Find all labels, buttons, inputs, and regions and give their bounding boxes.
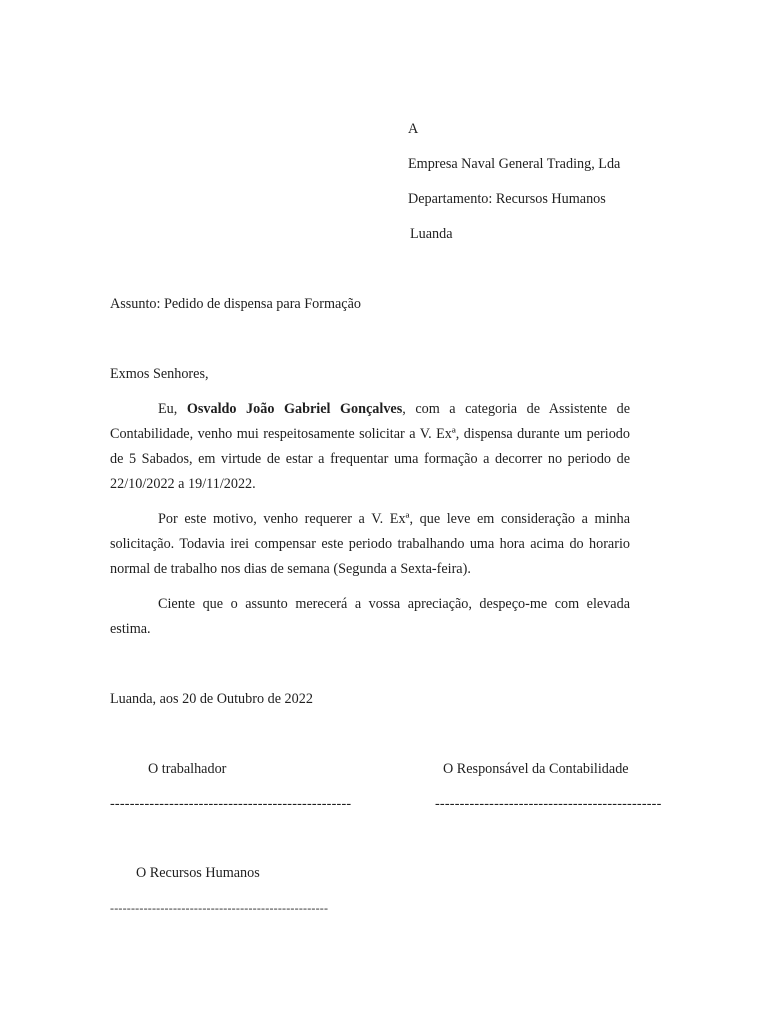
employee-name: Osvaldo João Gabriel Gonçalves [186, 401, 403, 417]
date-line: Luanda, aos 20 de Outubro de 2022 [110, 691, 313, 707]
recipient-city: Luanda [410, 226, 453, 242]
body-paragraph-3: Ciente que o assunto merecerá a vossa apreciação, despeço-me com elevada estima. [110, 596, 630, 637]
hr-signature-label: O Recursos Humanos [136, 865, 260, 881]
worker-signature-line: ------------------------------------------------- [110, 796, 352, 812]
hr-signature-line: ---------------------------------------------------- [110, 901, 329, 915]
body-paragraph-2: Por este motivo, venho requerer a V. Exª, que leve em consideração a minha solicitação. Todavia irei compensar este periodo trabalhando uma hora acima do horario normal de trabalho nos dias de semana (Segunda a Sexta-feira). [110, 511, 630, 577]
p1-rest: , com a categoria de Assistente de Contabilidade, venho mui respeitosamente solicitar a V. Exª, dispensa durante um periodo de 5 Sabados, em virtude de estar a frequentar uma formação a decorrer no periodo de 22/10/2022 a 19/11/2022. [110, 401, 631, 492]
salutation: Exmos Senhores, [110, 366, 209, 382]
p1-intro: Eu, [158, 401, 187, 417]
recipient-prefix: A [408, 121, 419, 137]
accounting-signature-line: ---------------------------------------------- [435, 796, 662, 812]
recipient-company: Empresa Naval General Trading, Lda [408, 156, 621, 172]
recipient-department: Departamento: Recursos Humanos [408, 191, 606, 207]
worker-signature-label: O trabalhador [148, 761, 227, 777]
subject-line: Assunto: Pedido de dispensa para Formação [110, 296, 361, 312]
accounting-signature-label: O Responsável da Contabilidade [443, 761, 629, 777]
body-paragraph-1 [110, 397, 630, 497]
